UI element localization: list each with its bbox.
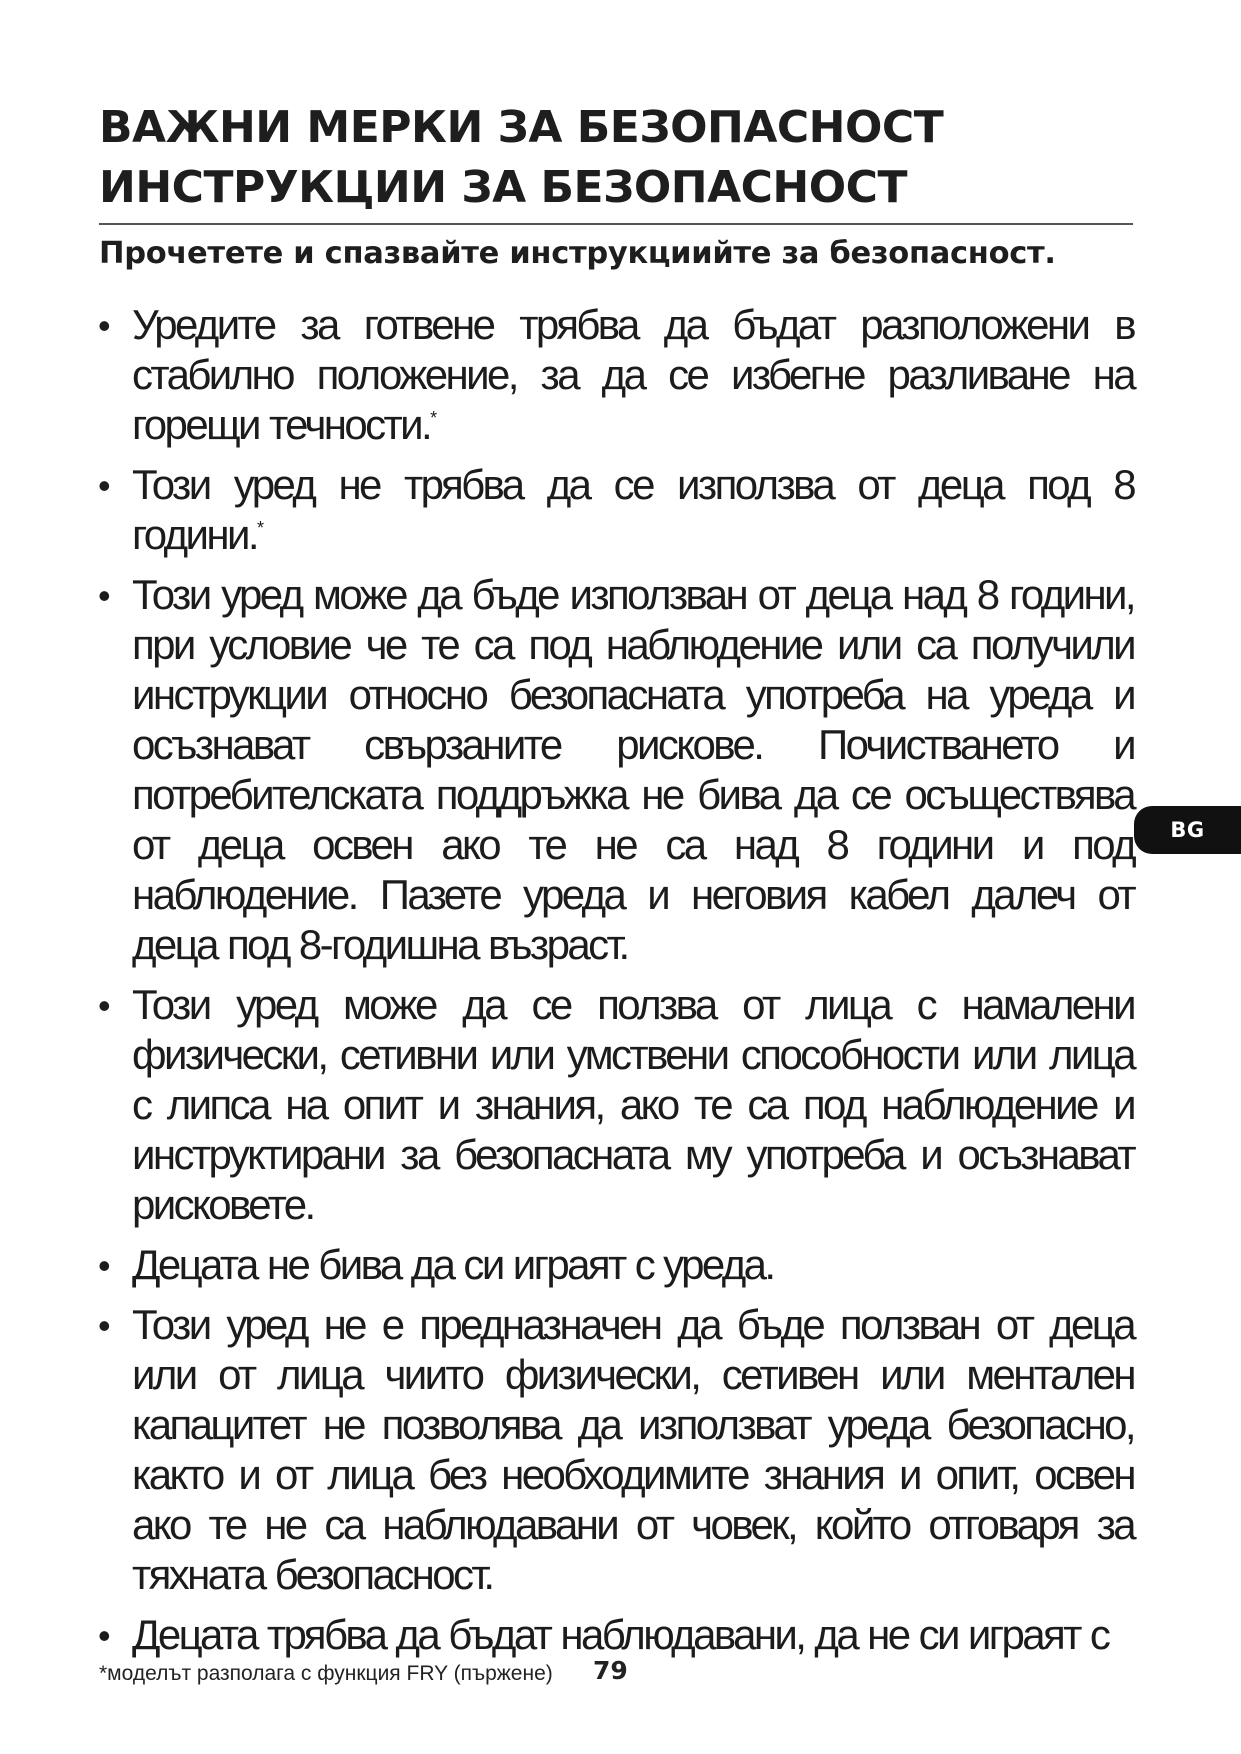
list-item-text: Уредите за готвене трябва да бъдат разположени в стабилно положение, за да се избегне разливане на горещи течности. (132, 301, 1134, 448)
page-subtitle: Прочетете и спазвайте инструкциийте за безопасност. (99, 236, 1056, 271)
footnote-mark: * (430, 408, 438, 428)
bullet-icon: • (98, 465, 111, 506)
list-item-text: Този уред не трябва да се използва от деца под 8 години. (132, 461, 1134, 558)
list-item (94, 980, 1134, 1230)
list-item (94, 300, 1134, 450)
title-block (99, 98, 1133, 218)
list-item-text: Този уред може да бъде използван от деца над 8 години, при условие че те са под наблюдение или са получили инструкции относно безопасната употреба на уреда и осъзнават свързаните рискове. Почистването и потребителската поддръжка не бива да се осъществява от деца освен ако те не са над 8 години и под наблюдение. Пазете уреда и неговия кабел далеч от деца под 8-годишна възраст. (132, 571, 1134, 968)
list-item-text: Този уред не е предназначен да бъде ползван от деца или от лица чиито физически, сетивен или ментален капацитет не позволява да използват уреда безопасно, както и от лица без необходимите знания и опит, освен ако те не са наблюдавани от човек, който отговаря за тяхната безопасност. (132, 1301, 1134, 1598)
list-item (94, 1610, 1134, 1660)
page-title-line-1: ВАЖНИ МЕРКИ ЗА БЕЗОПАСНОСТ (99, 102, 944, 153)
safety-instructions-list (94, 300, 1134, 1670)
list-item (94, 570, 1134, 970)
footnote: *моделът разполага с функция FRY (пържене) (99, 1662, 553, 1685)
bullet-icon: • (98, 985, 111, 1026)
page-title-line-2: ИНСТРУКЦИИ ЗА БЕЗОПАСНОСТ (99, 162, 907, 213)
bullet-icon: • (98, 575, 111, 616)
footnote-mark: * (256, 518, 264, 538)
language-tab (1134, 806, 1241, 854)
list-item-text: Децата не бива да си играят с уреда. (132, 1241, 774, 1288)
bullet-icon: • (98, 305, 111, 346)
list-item (94, 460, 1134, 560)
list-item (94, 1240, 1134, 1290)
bullet-icon: • (98, 1615, 111, 1656)
list-item (94, 1300, 1134, 1600)
page-number: 79 (593, 1656, 628, 1685)
bullet-icon: • (98, 1245, 111, 1286)
bullet-icon: • (98, 1305, 111, 1346)
title-divider (99, 223, 1133, 225)
language-tab-label: BG (1170, 818, 1205, 842)
list-item-text: Децата трябва да бъдат наблюдавани, да не си играят с (132, 1611, 1109, 1658)
list-item-text: Този уред може да се ползва от лица с намалени физически, сетивни или умствени способности или лица с липса на опит и знания, ако те са под наблюдение и инструктирани за безопасната му употреба и осъзнават рисковете. (132, 981, 1134, 1228)
